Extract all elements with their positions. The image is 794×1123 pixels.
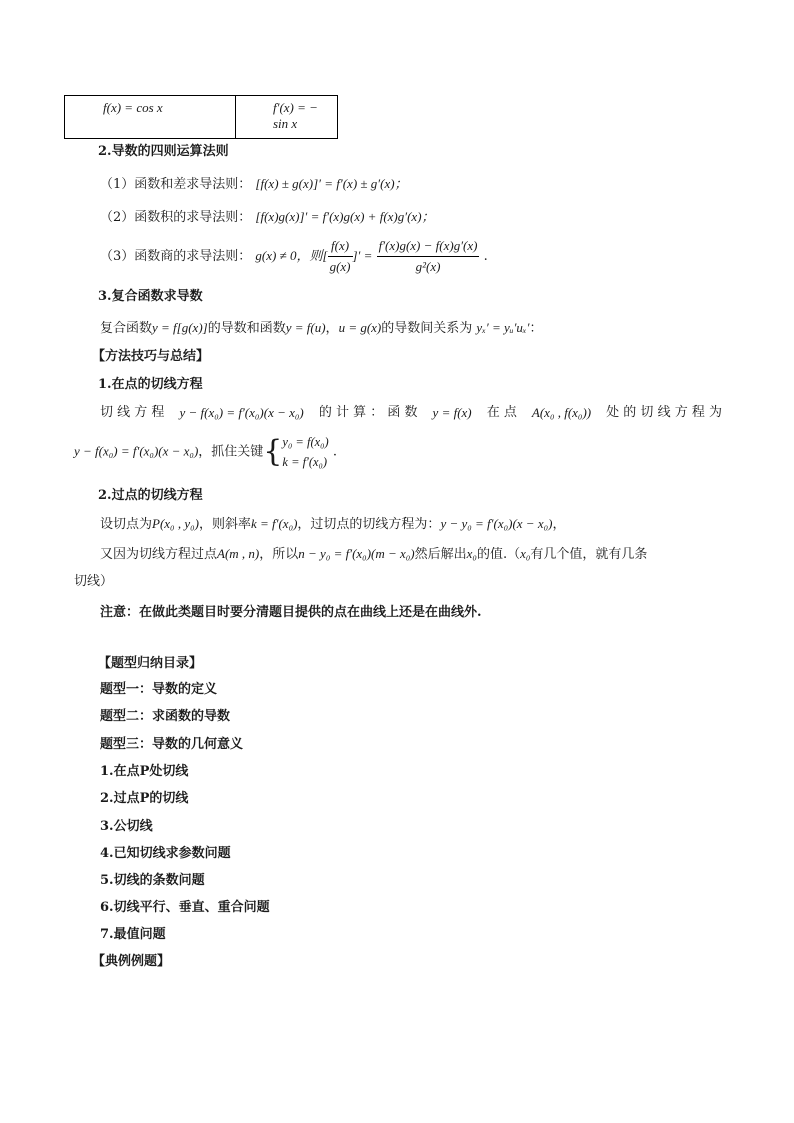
table-cell-function: f(x) = cos x: [103, 100, 163, 115]
rule1: [100, 175, 408, 194]
p2-l2-e: 有几个值，就有几条: [530, 547, 648, 562]
p2-l2-m3: x₀: [466, 546, 477, 561]
rule3-label: （3）函数商的求导法则：: [100, 249, 252, 264]
s3-text-b: 的导数和函数: [207, 321, 286, 336]
p2-l2-c: 然后解出: [414, 547, 467, 562]
p2-l2-a: 又因为切线方程过点: [100, 547, 218, 562]
system-brace: {: [263, 434, 283, 469]
section3-text: [100, 319, 542, 338]
s3-math-c: u = g(x): [338, 320, 382, 335]
point2-line3: 切线）: [74, 574, 114, 589]
p2-l1-m2: k = f′(x₀): [250, 516, 298, 531]
rule1-formula: [f(x) ± g(x)]′ = f′(x) ± g′(x)；: [255, 176, 408, 191]
catalog-item: 题型二：求函数的导数: [100, 709, 231, 724]
catalog-heading: 【题型归纳目录】: [98, 656, 203, 671]
rule3-lhs-den: g(x): [329, 259, 351, 274]
s3-math-d: yₓ′ = yᵤ′uₓ′: [476, 320, 530, 335]
system-eq2: k = f′(x₀): [282, 455, 328, 469]
rule3-rhs-num: f′(x)g(x) − f(x)g′(x): [377, 236, 480, 257]
rule3-equals: ]′ =: [352, 248, 373, 263]
note: 注意：在做此类题目时要分清题目提供的点在曲线上还是在曲线外.: [100, 605, 482, 620]
catalog-item: 题型一：导数的定义: [100, 682, 218, 697]
catalog-item: 7.最值问题: [100, 927, 166, 942]
catalog-item: 3.公切线: [100, 819, 153, 834]
p1-l1-m2: y = f(x): [432, 405, 472, 420]
p2-l1-m1: P(x₀ , y₀): [152, 516, 199, 531]
rule3-end: .: [483, 249, 488, 264]
s3-text-c: ，: [325, 321, 339, 336]
p2-l2-b: ，所以: [259, 547, 299, 562]
point2-line1: [100, 515, 565, 534]
p2-l1-a: 设切点为: [100, 517, 153, 532]
rule2-formula: [f(x)g(x)]′ = f′(x)g(x) + f(x)g′(x)；: [255, 209, 435, 224]
s3-math-b: y = f(u): [285, 320, 326, 335]
s3-math-a: y = f[g(x)]: [152, 320, 208, 335]
section3-title: 3.复合函数求导数: [98, 289, 203, 304]
system-eq1: y₀ = f(x₀): [282, 435, 329, 449]
p1-l2-a: ，抓住关键: [198, 444, 264, 460]
methods-heading: 【方法技巧与总结】: [92, 349, 210, 364]
p2-l1-d: ，: [552, 517, 566, 532]
p1-l1-m1: y − f(x₀) = f′(x₀)(x − x₀): [179, 405, 304, 420]
rule3-condition: g(x) ≠ 0，则: [255, 248, 323, 263]
point1-line1: [100, 404, 722, 422]
point2-line2: [100, 545, 647, 564]
p2-l2-m2: n − y₀ = f′(x₀)(m − x₀): [298, 546, 415, 561]
s3-text-e: ：: [529, 321, 543, 336]
rule1-label: （1）函数和差求导法则：: [100, 177, 252, 192]
derivative-table: [64, 95, 338, 139]
p2-l1-b: ，则斜率: [198, 517, 251, 532]
p1-l1-a: 切 线 方 程: [100, 405, 165, 420]
p2-l1-c: ，过切点的切线方程为：: [297, 517, 441, 532]
rule3-rhs-fraction: [377, 236, 480, 277]
s3-text-a: 复合函数: [100, 321, 153, 336]
rule3-lhs-fraction: [328, 236, 353, 277]
p1-l1-c: 在 点: [486, 405, 517, 420]
key-system: [282, 432, 328, 472]
rule3-rhs-den: g²(x): [415, 259, 441, 274]
section2-title: 2.导数的四则运算法则: [98, 144, 229, 159]
p1-l1-b: 的 计 算 ： 函 数: [318, 405, 418, 420]
catalog-item: 6.切线平行、垂直、重合问题: [100, 900, 270, 915]
catalog-item: 题型三：导数的几何意义: [100, 737, 244, 752]
examples-heading: 【典例例题】: [92, 954, 171, 969]
rule3-lhs-num: f(x): [328, 236, 353, 257]
p2-l1-m3: y − y₀ = f′(x₀)(x − x₀): [440, 516, 553, 531]
p1-l1-m3: A(x₀ , f(x₀)): [531, 405, 592, 420]
rule2-label: （2）函数积的求导法则：: [100, 210, 252, 225]
point2-title: 2.过点的切线方程: [98, 488, 203, 503]
s3-text-d: 的导数间关系为: [381, 321, 473, 336]
catalog-item: 2.过点P的切线: [100, 791, 189, 806]
rule2: [100, 208, 435, 227]
p2-l2-d: 的值.（: [476, 547, 521, 562]
rule3: （3）函数商的求导法则： g(x) ≠ 0，则[ $\frac{f(x)}{g(x)}$ ]′ = $\frac{f'(x)g(x) - f(x)g'(x)}{\text{g²(x)}}$ .: [100, 236, 488, 277]
p1-l2-end: .: [332, 444, 337, 460]
table-divider: [235, 96, 236, 138]
catalog-item: 4.已知切线求参数问题: [100, 846, 231, 861]
point1-line2: [74, 432, 337, 472]
catalog-item: 5.切线的条数问题: [100, 873, 205, 888]
table-cell-derivative: f′(x) = − sin x: [273, 100, 318, 131]
p2-l2-m1: A(m , n): [217, 546, 260, 561]
p1-l1-d: 处 的 切 线 方 程 为: [606, 405, 722, 420]
p1-l2-m1: y − f(x₀) = f′(x₀)(x − x₀): [74, 443, 199, 459]
catalog-item: 1.在点P处切线: [100, 764, 189, 779]
p2-l2-m4: x₀: [520, 546, 531, 561]
point1-title: 1.在点的切线方程: [98, 377, 203, 392]
